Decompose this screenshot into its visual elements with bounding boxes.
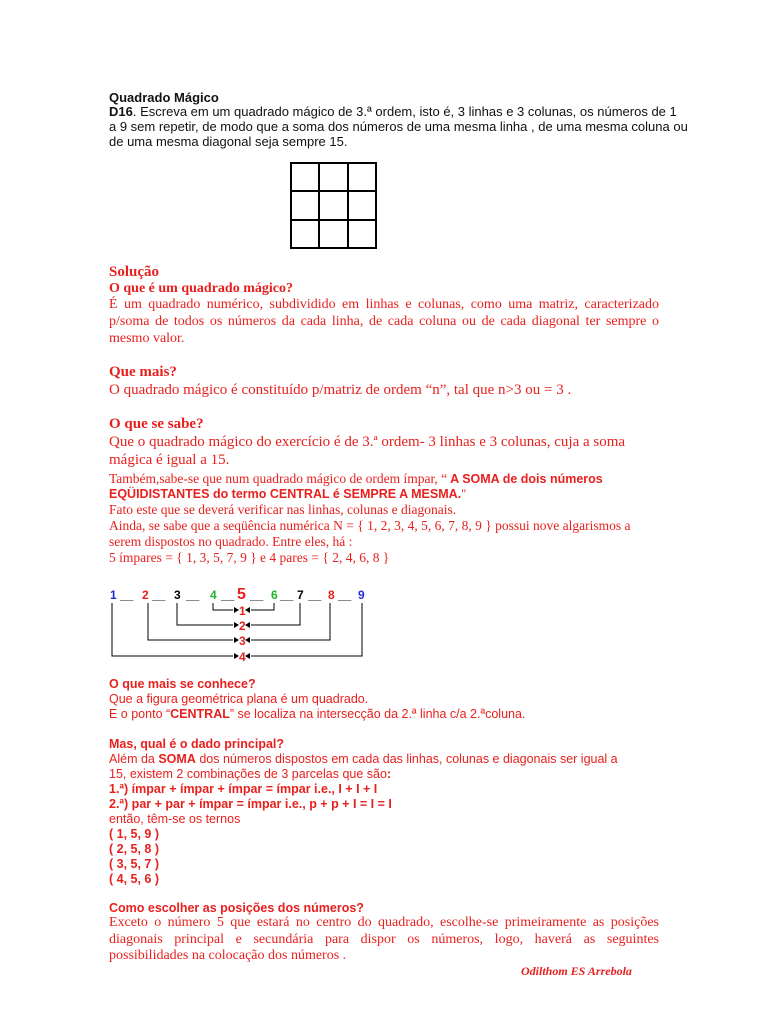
- arrow-head: [245, 607, 250, 613]
- empty-magic-square-grid: [290, 162, 377, 249]
- grid-cell: [348, 220, 376, 248]
- bracket-line-3-7: [177, 603, 233, 625]
- seq-separator: __: [308, 588, 322, 602]
- seq-separator: __: [280, 588, 294, 602]
- arrow-head: [245, 637, 250, 643]
- problem-statement-line-3: de uma mesma diagonal seja sempre 15.: [109, 134, 348, 149]
- question-positions: Como escolher as posições dos números?: [109, 901, 364, 915]
- positions-line-2: diagonais principal e secundária para dispor os números, logo, haverá as seguintes: [109, 932, 659, 947]
- seq-number-5-center: 5: [237, 586, 246, 603]
- seq-separator: __: [221, 588, 235, 602]
- question-what-else-known: O que mais se conhece?: [109, 677, 256, 691]
- terno-1: ( 1, 5, 9 ): [109, 827, 160, 841]
- seq-number-2: 2: [142, 588, 149, 602]
- answer-what-else: O quadrado mágico é constituído p/matriz de ordem “n”, tal que n>3 ou = 3 .: [109, 382, 572, 398]
- seq-separator: __: [338, 588, 352, 602]
- sequence-row: [110, 586, 365, 603]
- problem-id: D16: [109, 104, 133, 119]
- seq-number-4: 4: [210, 588, 217, 602]
- answer-what-is-line-2: p/soma de todos os números da cada linha, de cada coluna ou de cada diagonal ter sempre o: [109, 314, 659, 329]
- grid-cell: [319, 191, 347, 219]
- page-title: Quadrado Mágico: [109, 90, 219, 105]
- grid-cell: [319, 220, 347, 248]
- grid-cell: [291, 163, 319, 191]
- problem-statement-line-2: a 9 sem repetir, de modo que a soma dos números de uma mesma linha , de uma mesma coluna ou: [109, 119, 688, 134]
- question-what-is-known: O que se sabe?: [109, 416, 204, 432]
- author-signature: Odilthom ES Arrebola: [521, 964, 632, 978]
- arrow-head: [245, 653, 250, 659]
- positions-line-3: possibilidades na colocação dos números .: [109, 948, 347, 963]
- seq-separator: __: [250, 588, 264, 602]
- known-line-7: serem dispostos no quadrado. Entre eles, há :: [109, 534, 353, 549]
- known-line-1: Que o quadrado mágico do exercício é de 3.ª ordem- 3 linhas e 3 colunas, cuja a soma: [109, 434, 626, 450]
- level-label-2: 2: [239, 619, 246, 633]
- question-what-is: O que é um quadrado mágico?: [109, 281, 293, 296]
- main-data-line-1: Além da SOMA dos números dispostos em cada das linhas, colunas e diagonais ser igual a: [109, 752, 618, 766]
- main-data-line-2: 15, existem 2 combinações de 3 parcelas que são:: [109, 767, 392, 781]
- bracket-line-2-8: [148, 603, 233, 640]
- seq-separator: __: [120, 588, 134, 602]
- seq-number-7: 7: [297, 588, 304, 602]
- known-line-6: Ainda, se sabe que a seqüência numérica N = { 1, 2, 3, 4, 5, 6, 7, 8, 9 } possui nove algarismos a: [109, 518, 631, 533]
- grid-cell: [291, 191, 319, 219]
- grid-cell: [348, 163, 376, 191]
- equidistant-pairs-diagram: [100, 580, 390, 670]
- bracket-line-4-6: [213, 603, 233, 610]
- bracket-line-3-7: [251, 603, 300, 625]
- seq-separator: __: [152, 588, 166, 602]
- answer-what-is-line-3: mesmo valor.: [109, 331, 185, 346]
- terno-2: ( 2, 5, 8 ): [109, 842, 160, 856]
- solution-heading: Solução: [109, 264, 160, 280]
- combination-1: 1.ª) ímpar + ímpar + ímpar = ímpar i.e., I + I + I: [109, 782, 378, 796]
- seq-number-8: 8: [328, 588, 335, 602]
- answer-what-is-line-1: É um quadrado numérico, subdividido em linhas e colunas, como uma matriz, caracterizado: [109, 297, 659, 312]
- level-label-3: 3: [239, 634, 246, 648]
- bracket-line-2-8: [251, 603, 330, 640]
- main-data-line-3: então, têm-se os ternos: [109, 812, 241, 826]
- terno-3: ( 3, 5, 7 ): [109, 857, 160, 871]
- bracket-line-1-9: [251, 603, 362, 656]
- bracket-line-4-6: [251, 603, 274, 610]
- level-label-1: 1: [239, 604, 246, 618]
- known-line-5: Fato este que se deverá verificar nas linhas, colunas e diagonais.: [109, 502, 457, 517]
- arrow-head: [245, 622, 250, 628]
- grid-cell: [348, 191, 376, 219]
- grid-cell: [319, 163, 347, 191]
- positions-line-1: Exceto o número 5 que estará no centro do quadrado, escolhe-se primeiramente as posições: [109, 915, 659, 930]
- combination-2: 2.ª) par + par + ímpar = ímpar i.e., p + p + I = I = I: [109, 797, 392, 811]
- known-line-3: Também,sabe-se que num quadrado mágico de ordem ímpar, “ A SOMA de dois números: [109, 471, 603, 486]
- known-square-line: Que a figura geométrica plana é um quadrado.: [109, 692, 369, 706]
- question-main-data: Mas, qual é o dado principal?: [109, 737, 285, 751]
- level-label-4: 4: [239, 650, 246, 664]
- grid-cell: [291, 220, 319, 248]
- seq-number-9: 9: [358, 588, 365, 602]
- level-labels: [239, 604, 246, 664]
- seq-number-6: 6: [271, 588, 278, 602]
- question-what-else: Que mais?: [109, 364, 177, 380]
- known-line-4: EQÜIDISTANTES do termo CENTRAL é SEMPRE A MESMA.": [109, 487, 467, 501]
- known-center-line: E o ponto “CENTRAL” se localiza na intersecção da 2.ª linha c/a 2.ªcoluna.: [109, 707, 526, 721]
- seq-separator: __: [186, 588, 200, 602]
- known-line-2: mágica é igual a 15.: [109, 452, 230, 468]
- seq-number-1: 1: [110, 588, 117, 602]
- seq-number-3: 3: [174, 588, 181, 602]
- known-line-8: 5 ímpares = { 1, 3, 5, 7, 9 } e 4 pares = { 2, 4, 6, 8 }: [109, 550, 390, 565]
- terno-4: ( 4, 5, 6 ): [109, 872, 160, 886]
- bracket-line-1-9: [112, 603, 233, 656]
- problem-statement-line-1: D16. Escreva em um quadrado mágico de 3.ª ordem, isto é, 3 linhas e 3 colunas, os números de 1: [109, 104, 677, 119]
